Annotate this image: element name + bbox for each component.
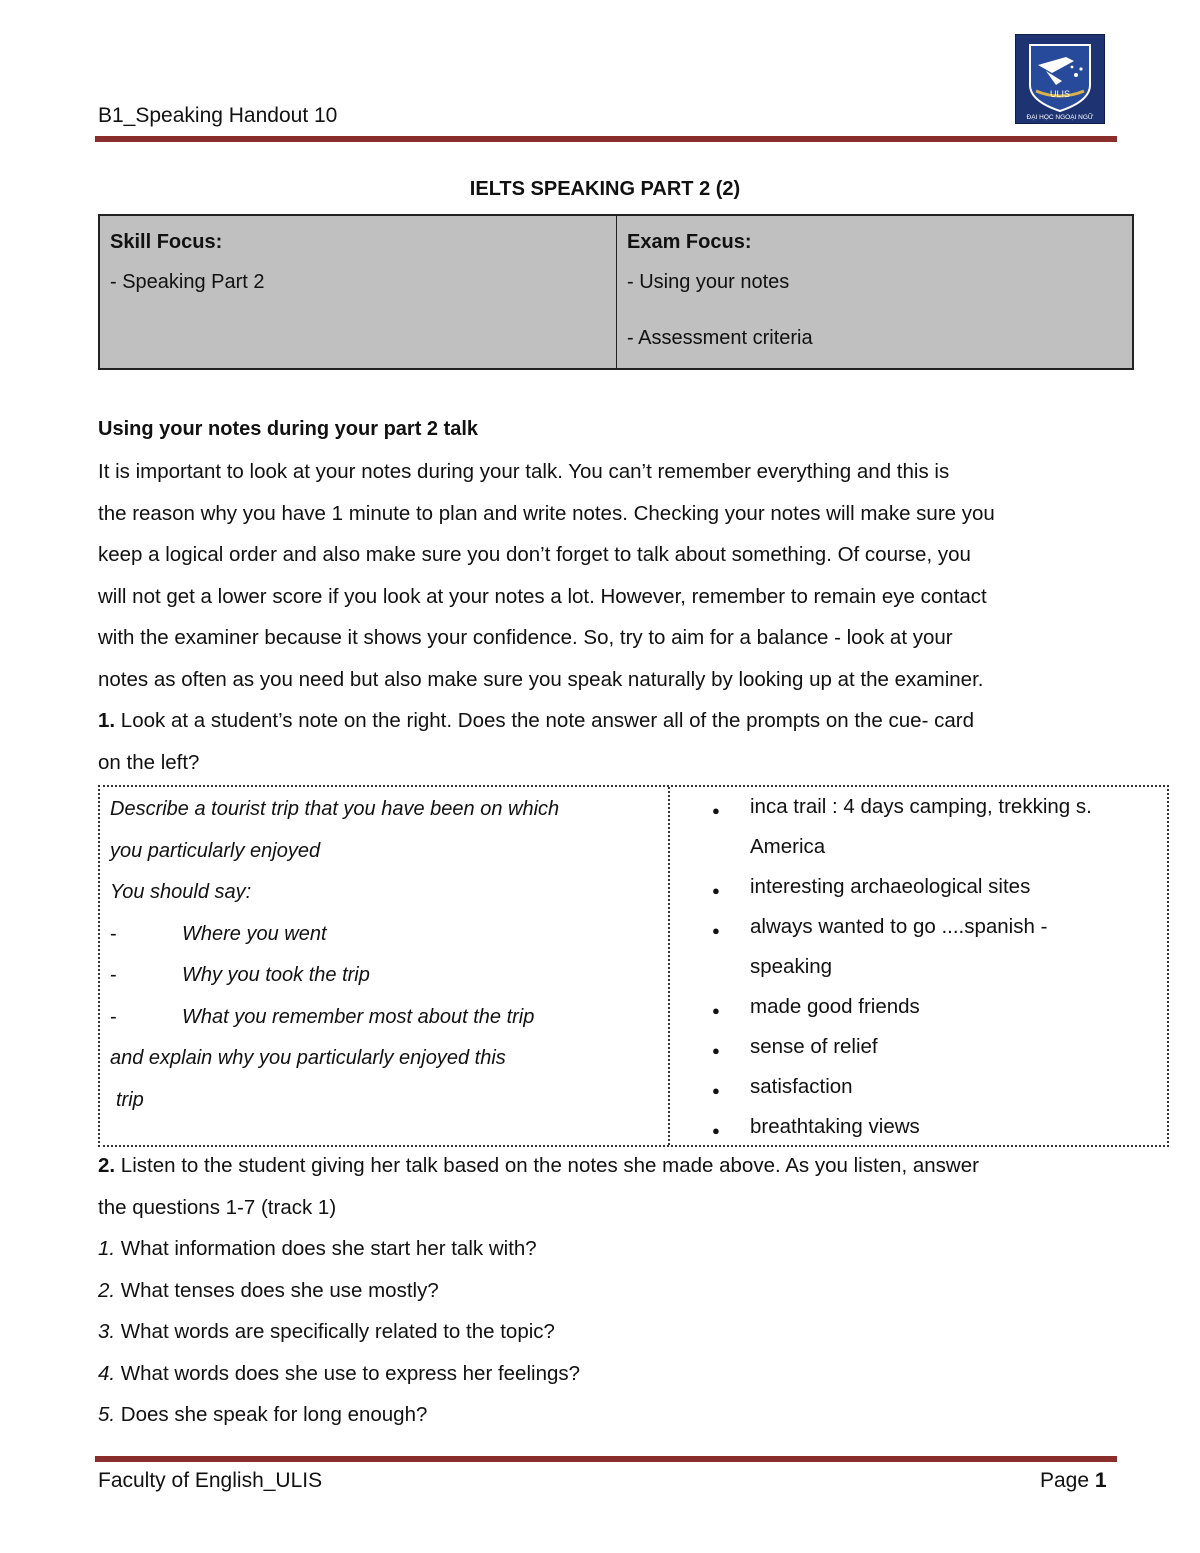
logo-emblem-icon: [1016, 35, 1104, 123]
logo-caption: ĐẠI HỌC NGOẠI NGỮ: [1026, 114, 1094, 121]
question-item: [98, 1311, 1114, 1353]
list-item: [700, 987, 1157, 1027]
footer-page: [1040, 1469, 1107, 1493]
question-text: What words does she use to express her feelings?: [115, 1361, 581, 1385]
cue-card: [100, 787, 670, 1145]
question-item: [98, 1353, 1114, 1395]
task1-number: 1.: [98, 709, 116, 732]
logo-text: ULIS: [1049, 89, 1071, 99]
question-text: What tenses does she use mostly?: [115, 1278, 439, 1302]
list-item: [700, 1107, 1157, 1147]
list-item: [700, 787, 1157, 867]
paragraph-line: It is important to look at your notes during your talk. You can’t remember everything and this is: [98, 460, 950, 483]
note-text: ● made good friends: [750, 995, 920, 1018]
task2-number: 2.: [98, 1154, 116, 1177]
task2-section: [98, 1145, 1114, 1436]
note-text: ● always wanted to go ....spanish -: [750, 915, 1048, 938]
student-notes: [670, 787, 1167, 1145]
page-title: IELTS SPEAKING PART 2 (2): [469, 178, 741, 200]
prompt-dash: -: [110, 1005, 117, 1028]
prompt-text: Why you took the trip: [182, 964, 370, 986]
cue-card-topic: Describe a tourist trip that you have been on which: [110, 798, 560, 820]
prompt-dash: -: [110, 922, 117, 945]
notes-box: [98, 785, 1169, 1147]
question-text: What words are specifically related to the topic?: [115, 1320, 555, 1343]
cue-card-explain: and explain why you particularly enjoyed this: [110, 1047, 506, 1069]
task1-text: Look at a student’s note on the right. Does the note answer all of the prompts on the cue- card: [115, 709, 974, 732]
note-text: ● breathtaking views: [750, 1115, 920, 1138]
exam-focus-item: - Assessment criteria: [627, 327, 813, 349]
cue-card-prompt: [110, 914, 658, 956]
note-text: America: [750, 835, 826, 858]
exam-focus-cell: [617, 216, 1132, 368]
skill-focus-item: - Speaking Part 2: [110, 271, 265, 293]
list-item: [700, 1027, 1157, 1067]
cue-card-should-say: You should say:: [110, 881, 252, 903]
exam-focus-heading: Exam Focus:: [627, 231, 752, 253]
question-number: 1.: [98, 1237, 116, 1260]
paragraph-line: with the examiner because it shows your confidence. So, try to aim for a balance - look at your: [98, 626, 953, 649]
task1-instruction-cont: on the left?: [98, 750, 200, 774]
prompt-text: What you remember most about the trip: [182, 1005, 535, 1028]
question-number: 2.: [98, 1278, 116, 1302]
prompt-text: Where you went: [182, 922, 327, 945]
list-item: [700, 867, 1157, 907]
note-text: ● satisfaction: [750, 1075, 853, 1098]
document-label: B1_Speaking Handout 10: [98, 104, 338, 127]
skill-focus-cell: [100, 216, 617, 368]
cue-card-topic-cont: you particularly enjoyed: [110, 839, 321, 862]
paragraph-line: the reason why you have 1 minute to plan and write notes. Checking your notes will make sure you: [98, 501, 995, 525]
question-number: 3.: [98, 1320, 116, 1343]
list-item: [700, 1067, 1157, 1107]
university-logo: [1015, 34, 1105, 124]
prompt-dash: -: [110, 964, 117, 986]
question-item: [98, 1228, 1114, 1270]
paragraph-line: keep a logical order and also make sure you don’t forget to talk about something. Of course, you: [98, 543, 971, 566]
footer-faculty: Faculty of English_ULIS: [98, 1469, 323, 1492]
question-item: [98, 1270, 1114, 1312]
note-text: speaking: [750, 955, 833, 978]
exam-focus-item: - Using your notes: [627, 271, 790, 293]
task2-instruction: [98, 1145, 1114, 1187]
page-number: 1: [1094, 1469, 1107, 1492]
note-text: ● sense of relief: [750, 1035, 878, 1058]
question-text: Does she speak for long enough?: [115, 1403, 428, 1426]
question-item: [98, 1394, 1114, 1436]
cue-card-explain-end: trip: [116, 1088, 144, 1111]
cue-card-prompt: [110, 955, 658, 997]
cue-card-prompt: [110, 997, 658, 1039]
focus-table: [98, 214, 1134, 370]
header-rule: [95, 136, 1117, 142]
paragraph-line: will not get a lower score if you look at your notes a lot. However, remember to remain eye contact: [98, 584, 987, 608]
student-notes-list: [700, 787, 1157, 1147]
question-number: 5.: [98, 1403, 116, 1426]
task1-instruction: [98, 700, 1114, 742]
page-label: Page: [1040, 1469, 1095, 1492]
section-heading: Using your notes during your part 2 talk: [98, 418, 479, 440]
footer-rule: [95, 1456, 1117, 1462]
question-number: 4.: [98, 1361, 116, 1385]
question-text: What information does she start her talk with?: [115, 1237, 537, 1260]
task2-instruction-cont: the questions 1-7 (track 1): [98, 1195, 337, 1219]
intro-paragraph: [98, 451, 1114, 783]
skill-focus-heading: Skill Focus:: [110, 231, 223, 253]
list-item: [700, 907, 1157, 987]
paragraph-line: notes as often as you need but also make sure you speak naturally by looking up at the examiner.: [98, 667, 984, 691]
note-text: ● interesting archaeological sites: [750, 875, 1031, 898]
task2-text: Listen to the student giving her talk based on the notes she made above. As you listen, answer: [115, 1154, 979, 1177]
note-text: ● inca trail : 4 days camping, trekking s.: [750, 795, 1092, 818]
